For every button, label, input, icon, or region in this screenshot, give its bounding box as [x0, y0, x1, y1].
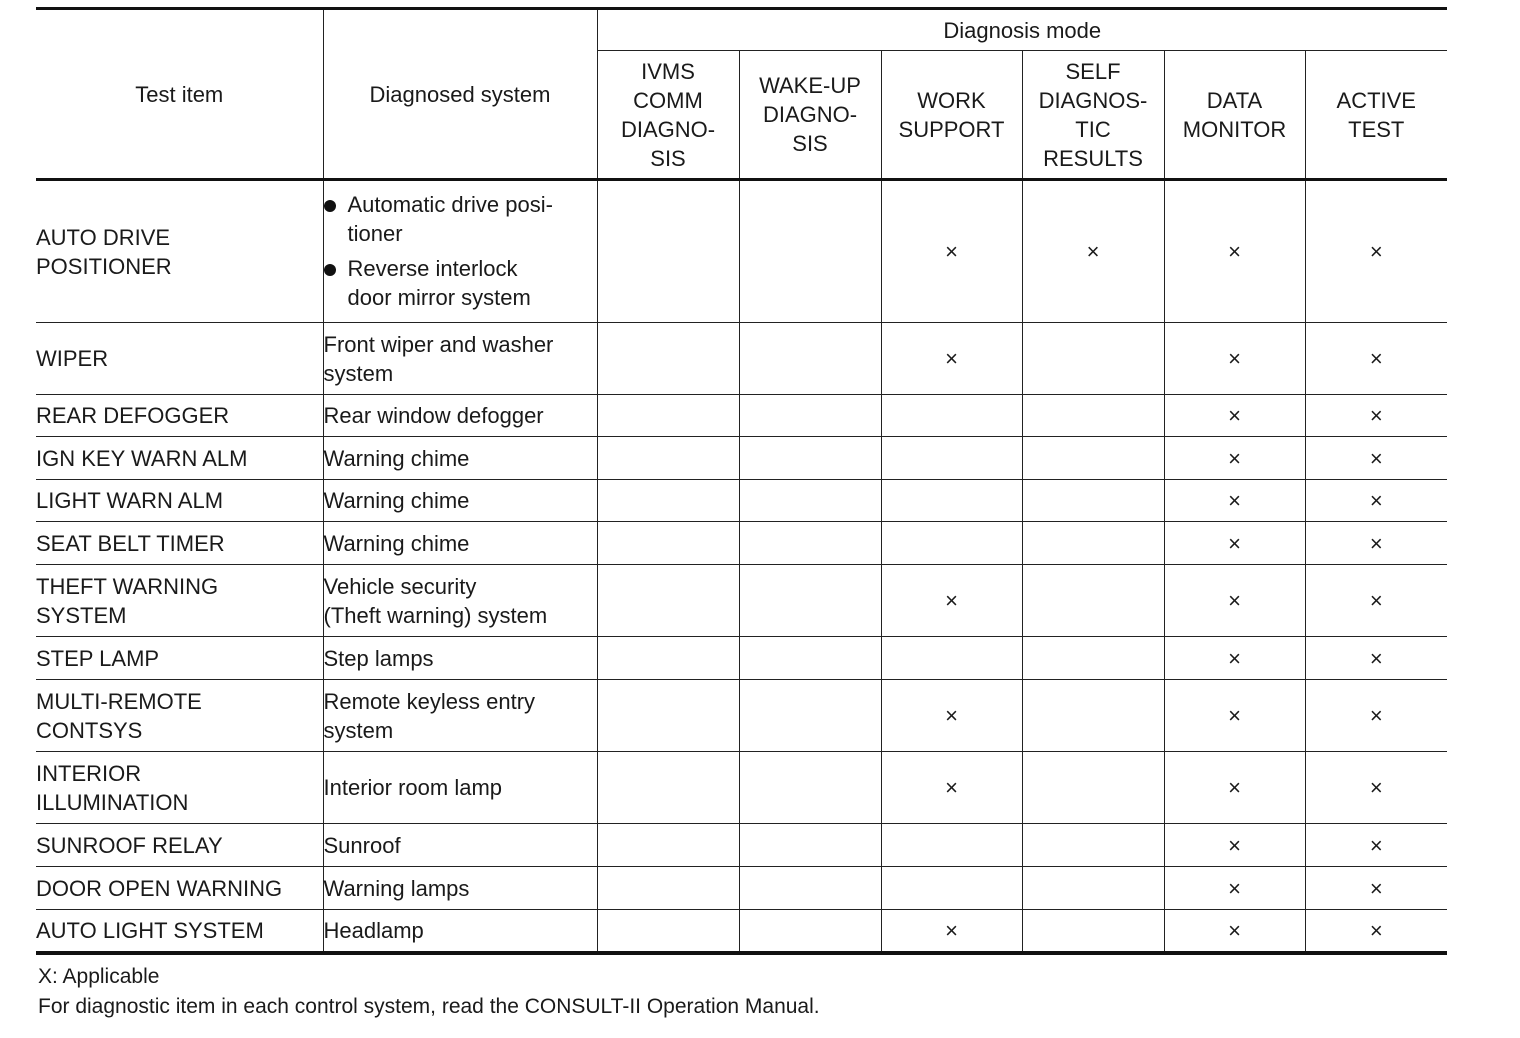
applicable-mark-cell	[739, 752, 881, 824]
table-row	[36, 395, 1447, 437]
header-mode-active-test: ACTIVE TEST	[1305, 51, 1447, 180]
applicable-mark-cell	[881, 637, 1022, 680]
diagnosed-system-cell: Headlamp	[323, 910, 597, 953]
applicable-mark-cell: ×	[1305, 910, 1447, 953]
applicable-mark-cell	[881, 824, 1022, 867]
diagnosed-system-list	[324, 190, 597, 312]
applicable-mark-cell	[1022, 437, 1164, 480]
applicable-mark-cell	[1022, 565, 1164, 637]
applicable-mark-cell	[881, 437, 1022, 480]
test-item-cell: AUTO DRIVE POSITIONER	[36, 180, 323, 323]
applicable-mark-cell	[1022, 867, 1164, 910]
test-item-cell: LIGHT WARN ALM	[36, 480, 323, 522]
applicable-mark-cell: ×	[1305, 565, 1447, 637]
applicable-mark-cell: ×	[1305, 522, 1447, 565]
applicable-mark-cell	[597, 323, 739, 395]
legend-note: X: Applicable	[38, 965, 160, 988]
applicable-mark-cell	[739, 395, 881, 437]
test-item-cell: DOOR OPEN WARNING	[36, 867, 323, 910]
applicable-mark-cell: ×	[881, 752, 1022, 824]
applicable-mark-cell	[739, 180, 881, 323]
table-row	[36, 910, 1447, 953]
diagnosed-system-list-item	[324, 254, 597, 312]
applicable-mark-cell	[597, 565, 739, 637]
diagnosed-system-cell: Interior room lamp	[323, 752, 597, 824]
applicable-mark-cell	[1022, 395, 1164, 437]
applicable-mark-cell: ×	[1164, 910, 1305, 953]
diagnosed-system-cell: Remote keyless entry system	[323, 680, 597, 752]
applicable-mark-cell	[1022, 910, 1164, 953]
header-mode-work-support: WORK SUPPORT	[881, 51, 1022, 180]
applicable-mark-cell	[739, 323, 881, 395]
test-item-cell: THEFT WARNING SYSTEM	[36, 565, 323, 637]
applicable-mark-cell	[597, 824, 739, 867]
diagnosed-system-cell: Rear window defogger	[323, 395, 597, 437]
applicable-mark-cell: ×	[1305, 867, 1447, 910]
header-mode-self-diagnostic: SELF DIAGNOS- TIC RESULTS	[1022, 51, 1164, 180]
diagnosed-system-cell: Warning chime	[323, 522, 597, 565]
applicable-mark-cell	[1022, 824, 1164, 867]
diagnosed-system-text: Reverse interlock door mirror system	[347, 255, 531, 310]
applicable-mark-cell	[1022, 522, 1164, 565]
applicable-mark-cell	[739, 867, 881, 910]
applicable-mark-cell: ×	[881, 323, 1022, 395]
applicable-mark-cell: ×	[1164, 323, 1305, 395]
applicable-mark-cell: ×	[1305, 323, 1447, 395]
applicable-mark-cell	[1022, 680, 1164, 752]
header-mode-data-monitor: DATA MONITOR	[1164, 51, 1305, 180]
table-row	[36, 637, 1447, 680]
header-diagnosed-system: Diagnosed system	[323, 9, 597, 180]
applicable-mark-cell	[739, 637, 881, 680]
applicable-mark-cell	[739, 910, 881, 953]
applicable-mark-cell: ×	[1164, 395, 1305, 437]
applicable-mark-cell	[739, 824, 881, 867]
applicable-mark-cell	[597, 637, 739, 680]
applicable-mark-cell: ×	[1305, 680, 1447, 752]
applicable-mark-cell: ×	[1305, 637, 1447, 680]
applicable-mark-cell: ×	[1022, 180, 1164, 323]
applicable-mark-cell	[881, 867, 1022, 910]
header-mode-ivms-comm: IVMS COMM DIAGNO- SIS	[597, 51, 739, 180]
applicable-mark-cell: ×	[1164, 680, 1305, 752]
diagnosed-system-text: Automatic drive posi- tioner	[347, 191, 553, 246]
applicable-mark-cell	[1022, 323, 1164, 395]
test-item-cell: WIPER	[36, 323, 323, 395]
applicable-mark-cell: ×	[1164, 867, 1305, 910]
applicable-mark-cell: ×	[1164, 522, 1305, 565]
applicable-mark-cell	[597, 680, 739, 752]
applicable-mark-cell: ×	[1305, 180, 1447, 323]
applicable-mark-cell: ×	[1305, 480, 1447, 522]
applicable-mark-cell	[739, 480, 881, 522]
test-item-cell: IGN KEY WARN ALM	[36, 437, 323, 480]
diagnosis-table-container	[36, 7, 1447, 955]
applicable-mark-cell	[1022, 637, 1164, 680]
applicable-mark-cell	[739, 522, 881, 565]
table-row	[36, 752, 1447, 824]
header-mode-wake-up: WAKE-UP DIAGNO- SIS	[739, 51, 881, 180]
applicable-mark-cell: ×	[1305, 395, 1447, 437]
applicable-mark-cell	[739, 565, 881, 637]
test-item-cell: REAR DEFOGGER	[36, 395, 323, 437]
applicable-mark-cell	[881, 395, 1022, 437]
reference-note: For diagnostic item in each control system, read the CONSULT-II Operation Manual.	[38, 995, 820, 1018]
diagnosed-system-cell: Warning lamps	[323, 867, 597, 910]
applicable-mark-cell	[597, 437, 739, 480]
applicable-mark-cell	[881, 480, 1022, 522]
applicable-mark-cell	[1022, 752, 1164, 824]
test-item-cell: AUTO LIGHT SYSTEM	[36, 910, 323, 953]
diagnosed-system-cell: Sunroof	[323, 824, 597, 867]
bullet-icon	[324, 200, 336, 212]
diagnosed-system-cell: Step lamps	[323, 637, 597, 680]
applicable-mark-cell: ×	[1164, 752, 1305, 824]
applicable-mark-cell	[597, 395, 739, 437]
test-item-cell: INTERIOR ILLUMINATION	[36, 752, 323, 824]
table-row	[36, 323, 1447, 395]
applicable-mark-cell	[597, 752, 739, 824]
table-row	[36, 437, 1447, 480]
table-row	[36, 180, 1447, 323]
applicable-mark-cell: ×	[1164, 437, 1305, 480]
diagnosed-system-cell: Vehicle security (Theft warning) system	[323, 565, 597, 637]
applicable-mark-cell	[739, 437, 881, 480]
table-row	[36, 680, 1447, 752]
diagnosed-system-cell: Warning chime	[323, 437, 597, 480]
test-item-cell: SEAT BELT TIMER	[36, 522, 323, 565]
diagnosed-system-cell: Warning chime	[323, 480, 597, 522]
applicable-mark-cell: ×	[1164, 480, 1305, 522]
table-body	[36, 180, 1447, 953]
bullet-icon	[324, 264, 336, 276]
applicable-mark-cell	[1022, 480, 1164, 522]
applicable-mark-cell	[739, 680, 881, 752]
table-notes	[38, 962, 820, 1022]
applicable-mark-cell: ×	[881, 680, 1022, 752]
applicable-mark-cell: ×	[1305, 752, 1447, 824]
applicable-mark-cell	[597, 867, 739, 910]
applicable-mark-cell: ×	[1305, 824, 1447, 867]
applicable-mark-cell	[597, 910, 739, 953]
diagnosed-system-list-item	[324, 190, 597, 248]
header-diagnosis-mode: Diagnosis mode	[597, 9, 1447, 51]
header-test-item: Test item	[36, 9, 323, 180]
applicable-mark-cell: ×	[881, 565, 1022, 637]
applicable-mark-cell: ×	[881, 180, 1022, 323]
table-row	[36, 480, 1447, 522]
applicable-mark-cell: ×	[1164, 180, 1305, 323]
test-item-cell: SUNROOF RELAY	[36, 824, 323, 867]
applicable-mark-cell	[597, 180, 739, 323]
applicable-mark-cell: ×	[1164, 824, 1305, 867]
applicable-mark-cell	[881, 522, 1022, 565]
table-row	[36, 522, 1447, 565]
applicable-mark-cell	[597, 480, 739, 522]
applicable-mark-cell: ×	[1164, 637, 1305, 680]
applicable-mark-cell: ×	[881, 910, 1022, 953]
table-row	[36, 824, 1447, 867]
diagnosis-mode-table	[36, 7, 1447, 955]
applicable-mark-cell: ×	[1164, 565, 1305, 637]
diagnosed-system-cell: Front wiper and washer system	[323, 323, 597, 395]
test-item-cell: STEP LAMP	[36, 637, 323, 680]
applicable-mark-cell	[597, 522, 739, 565]
diagnosed-system-cell	[323, 180, 597, 323]
test-item-cell: MULTI-REMOTE CONTSYS	[36, 680, 323, 752]
applicable-mark-cell: ×	[1305, 437, 1447, 480]
table-row	[36, 867, 1447, 910]
table-row	[36, 565, 1447, 637]
